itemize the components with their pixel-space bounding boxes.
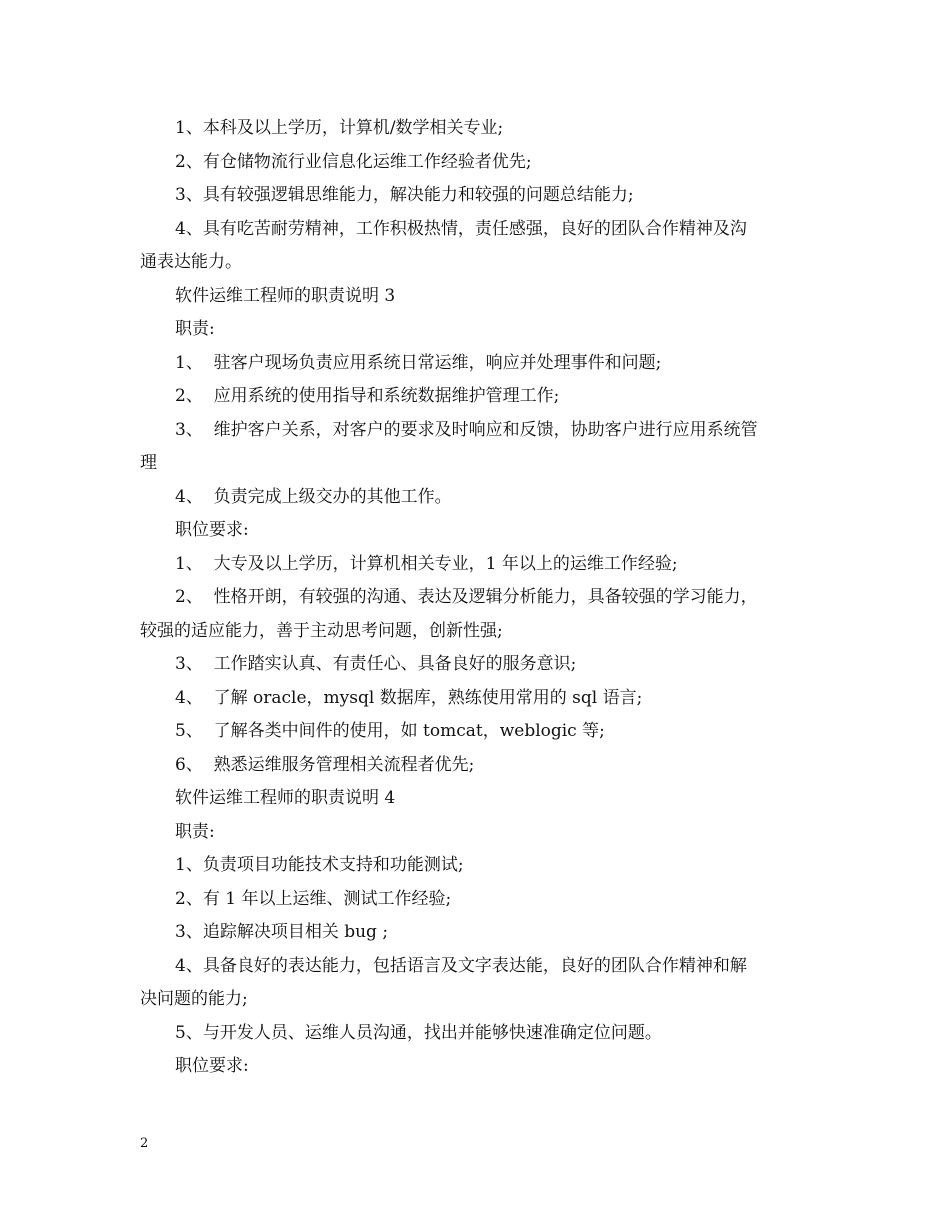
text-line: 职责: [175, 821, 215, 842]
text-line: 2、有 1 年以上运维、测试工作经验; [175, 888, 452, 909]
text-line: 决问题的能力; [140, 989, 248, 1009]
text-line: 1、本科及以上学历，计算机/数学相关专业; [175, 118, 504, 138]
page-number: 2 [140, 1136, 149, 1151]
text-line: 2、有仓储物流行业信息化运维工作经验者优先; [175, 151, 532, 172]
text-line: 软件运维工程师的职责说明 4 [175, 788, 396, 808]
text-line: 4、具有吃苦耐劳精神，工作积极热情，责任感强，良好的团队合作精神及沟 [175, 218, 747, 239]
text-line: 5、与开发人员、运维人员沟通，找出并能够快速准确定位问题。 [175, 1022, 662, 1043]
text-line: 3、追踪解决项目相关 bug ; [175, 922, 389, 942]
text-line: 较强的适应能力，善于主动思考问题，创新性强; [140, 620, 503, 641]
text-line: 1、 大专及以上学历，计算机相关专业，1 年以上的运维工作经验; [175, 553, 678, 574]
text-line: 3、 维护客户关系，对客户的要求及时响应和反馈，协助客户进行应用系统管 [175, 419, 758, 440]
text-line: 2、 应用系统的使用指导和系统数据维护管理工作; [175, 386, 560, 406]
text-line: 职位要求: [175, 520, 249, 540]
text-line: 3、具有较强逻辑思维能力，解决能力和较强的问题总结能力; [175, 185, 634, 205]
text-line: 职责: [175, 319, 215, 339]
text-line: 4、具备良好的表达能力，包括语言及文字表达能，良好的团队合作精神和解 [175, 955, 747, 976]
text-line: 软件运维工程师的职责说明 3 [175, 285, 396, 306]
text-line: 1、 驻客户现场负责应用系统日常运维，响应并处理事件和问题; [175, 352, 662, 373]
text-line: 1、负责项目功能技术支持和功能测试; [175, 855, 464, 875]
text-line: 职位要求: [175, 1056, 249, 1076]
text-line: 4、 了解 oracle，mysql 数据库，熟练使用常用的 sql 语言; [175, 687, 643, 708]
text-line: 通表达能力。 [140, 252, 242, 272]
text-line: 4、 负责完成上级交办的其他工作。 [175, 486, 452, 507]
document-body [140, 112, 812, 1084]
text-line: 理 [140, 453, 157, 473]
text-line: 2、 性格开朗，有较强的沟通、表达及逻辑分析能力，具备较强的学习能力， [175, 587, 758, 607]
text-line: 3、 工作踏实认真、有责任心、具备良好的服务意识; [175, 654, 577, 674]
text-line: 6、 熟悉运维服务管理相关流程者优先; [175, 754, 475, 775]
text-line: 5、 了解各类中间件的使用，如 tomcat，weblogic 等; [175, 721, 605, 741]
